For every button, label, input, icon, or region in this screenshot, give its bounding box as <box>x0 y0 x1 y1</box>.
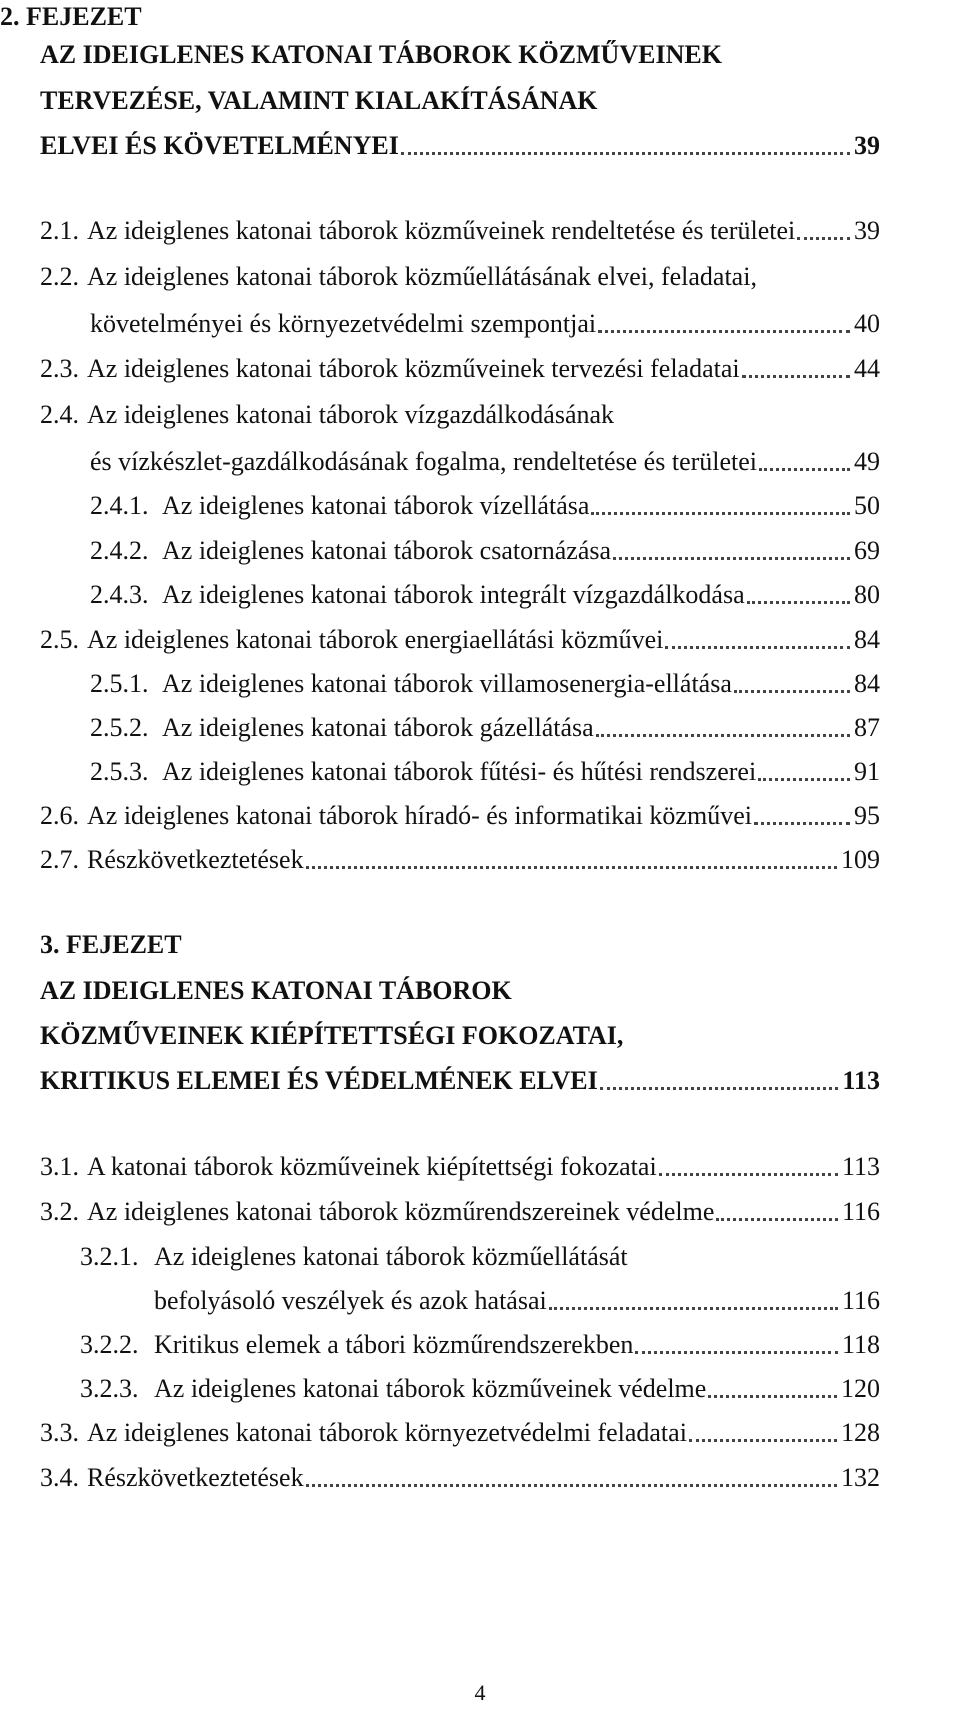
leader-dots <box>689 1433 837 1442</box>
toc-title: Az ideiglenes katonai táborok környezetvédelmi feladatai <box>87 1418 687 1447</box>
toc-title: követelményei és környezetvédelmi szempontjai <box>90 309 597 338</box>
chapter-3-title-line-2: KÖZMŰVEINEK KIÉPÍTETTSÉGI FOKOZATAI, <box>40 1021 624 1050</box>
toc-title: Az ideiglenes katonai táborok közműellátásának elvei, feladatai, <box>87 262 757 291</box>
leader-dots <box>665 640 850 649</box>
toc-page: 49 <box>854 447 880 476</box>
toc-title: Az ideiglenes katonai táborok közműrendszereinek védelme <box>87 1197 715 1226</box>
chapter-2-page: 39 <box>854 131 880 160</box>
toc-page: 84 <box>854 669 880 698</box>
leader-dots <box>734 684 850 693</box>
toc-page: 116 <box>841 1197 880 1226</box>
toc-page: 40 <box>854 309 880 338</box>
toc-number: 3.3. <box>40 1418 79 1447</box>
toc-title: A katonai táborok közműveinek kiépítettségi fokozatai <box>87 1152 657 1181</box>
toc-number: 2.7. <box>40 845 79 874</box>
toc-number: 2.5. <box>40 625 79 654</box>
toc-page: 118 <box>841 1330 880 1359</box>
leader-dots <box>659 1167 838 1176</box>
toc-entry-3-2-1-cont[interactable] <box>154 1284 880 1318</box>
toc-entry-2-7[interactable] <box>40 843 880 877</box>
leader-dots <box>549 1301 838 1310</box>
toc-page: 87 <box>854 713 880 742</box>
toc-page: 69 <box>854 536 880 565</box>
toc-title: befolyásoló veszélyek és azok hatásai <box>154 1286 547 1315</box>
leader-dots <box>401 146 850 155</box>
chapter-3-entry[interactable] <box>40 1064 880 1098</box>
toc-number: 3.2.3. <box>80 1374 139 1403</box>
chapter-2-title-line-3: ELVEI ÉS KÖVETELMÉNYEI <box>40 131 399 160</box>
chapter-2-entry[interactable] <box>40 129 880 163</box>
toc-entry-2-4-2[interactable] <box>90 534 880 568</box>
toc-title: Az ideiglenes katonai táborok közműveinek tervezési feladatai <box>87 354 740 383</box>
toc-number: 2.6. <box>40 801 79 830</box>
toc-title: Az ideiglenes katonai táborok csatornázása <box>162 536 612 565</box>
leader-dots <box>635 1345 838 1354</box>
toc-entry-2-2-cont[interactable] <box>90 307 880 341</box>
toc-title: Az ideiglenes katonai táborok közműveinek rendeltetése és területei <box>87 216 796 245</box>
toc-number: 2.2. <box>40 262 79 291</box>
toc-title: Az ideiglenes katonai táborok integrált vízgazdálkodása <box>162 580 745 609</box>
toc-entry-2-4-cont[interactable] <box>90 445 880 479</box>
toc-title: Kritikus elemek a tábori közműrendszerekben <box>154 1330 634 1359</box>
leader-dots <box>613 551 850 560</box>
toc-title: Az ideiglenes katonai táborok fűtési- és hűtési rendszerei <box>162 757 757 786</box>
toc-number: 2.1. <box>40 216 79 245</box>
toc-number: 2.4.1. <box>90 491 149 520</box>
toc-title: Az ideiglenes katonai táborok közműellátását <box>154 1242 628 1271</box>
toc-entry-3-2-3[interactable] <box>80 1372 880 1406</box>
toc-page: 44 <box>854 354 880 383</box>
toc-entry-3-2-2[interactable] <box>80 1328 880 1362</box>
toc-number: 3.2.1. <box>80 1242 139 1271</box>
toc-entry-3-3[interactable] <box>40 1416 880 1450</box>
leader-dots <box>754 816 850 825</box>
leader-dots <box>596 728 850 737</box>
toc-number: 3.4. <box>40 1463 79 1492</box>
toc-title: Az ideiglenes katonai táborok híradó- és informatikai közművei <box>87 801 752 830</box>
toc-title: Az ideiglenes katonai táborok energiaellátási közművei <box>87 625 664 654</box>
toc-page: 109 <box>841 845 880 874</box>
leader-dots <box>306 860 837 869</box>
toc-number: 2.3. <box>40 354 79 383</box>
toc-title: Az ideiglenes katonai táborok vízellátása <box>162 491 590 520</box>
leader-dots <box>747 595 850 604</box>
toc-entry-2-6[interactable] <box>40 799 880 833</box>
chapter-3-label: 3. FEJEZET <box>40 930 182 959</box>
toc-number: 2.4.2. <box>90 536 149 565</box>
leader-dots <box>742 369 850 378</box>
toc-page: 113 <box>841 1152 880 1181</box>
chapter-3-title-line-3: KRITIKUS ELEMEI ÉS VÉDELMÉNEK ELVEI <box>40 1066 598 1095</box>
toc-entry-2-5-3[interactable] <box>90 755 880 789</box>
toc-entry-2-4-1[interactable] <box>90 489 880 523</box>
toc-entry-3-2[interactable] <box>40 1195 880 1229</box>
toc-number: 2.5.3. <box>90 757 149 786</box>
toc-title: Részkövetkeztetések <box>87 845 304 874</box>
toc-title: Az ideiglenes katonai táborok vízgazdálkodásának <box>87 400 615 429</box>
leader-dots <box>591 506 850 515</box>
toc-number: 3.2. <box>40 1197 79 1226</box>
toc-page: 50 <box>854 491 880 520</box>
toc-entry-3-2-1[interactable] <box>80 1240 880 1274</box>
toc-entry-2-4[interactable] <box>40 398 880 432</box>
toc-page: 128 <box>841 1418 880 1447</box>
toc-entry-3-4[interactable] <box>40 1461 880 1495</box>
toc-entry-2-5[interactable] <box>40 623 880 657</box>
toc-number: 2.4.3. <box>90 580 149 609</box>
leader-dots <box>797 231 850 240</box>
leader-dots <box>600 1081 839 1090</box>
toc-page: 39 <box>854 216 880 245</box>
toc-number: 2.4. <box>40 400 79 429</box>
toc-number: 2.5.1. <box>90 669 149 698</box>
toc-entry-2-2[interactable] <box>40 260 880 294</box>
toc-title: és vízkészlet-gazdálkodásának fogalma, rendeltetése és területei <box>90 447 758 476</box>
chapter-2-title-line-2: TERVEZÉSE, VALAMINT KIALAKÍTÁSÁNAK <box>40 86 598 115</box>
toc-number: 3.2.2. <box>80 1330 139 1359</box>
toc-page: 116 <box>841 1286 880 1315</box>
toc-title: Az ideiglenes katonai táborok közműveinek védelme <box>154 1374 707 1403</box>
leader-dots <box>716 1212 838 1221</box>
toc-title: Az ideiglenes katonai táborok gázellátása <box>162 713 594 742</box>
page-number: 4 <box>474 1680 486 1705</box>
leader-dots <box>708 1389 837 1398</box>
toc-title: Az ideiglenes katonai táborok villamosenergia-ellátása <box>162 669 732 698</box>
toc-page: 84 <box>854 625 880 654</box>
leader-dots <box>598 324 850 333</box>
toc-entry-2-3[interactable] <box>40 352 880 386</box>
toc-number: 3.1. <box>40 1152 79 1181</box>
leader-dots <box>306 1478 837 1487</box>
chapter-3-title-line-1: AZ IDEIGLENES KATONAI TÁBOROK <box>40 976 512 1005</box>
toc-entry-2-1[interactable] <box>40 214 880 248</box>
toc-entry-2-5-1[interactable] <box>90 667 880 701</box>
leader-dots <box>758 772 850 781</box>
toc-title: Részkövetkeztetések <box>87 1463 304 1492</box>
toc-page: 132 <box>841 1463 880 1492</box>
chapter-2-label: 2. FEJEZET <box>0 2 142 31</box>
chapter-2-title-line-1: AZ IDEIGLENES KATONAI TÁBOROK KÖZMŰVEINEK <box>40 40 722 69</box>
chapter-3-page: 113 <box>842 1066 880 1095</box>
toc-entry-2-4-3[interactable] <box>90 578 880 612</box>
leader-dots <box>759 462 850 471</box>
toc-page: 95 <box>854 801 880 830</box>
toc-page: 91 <box>854 757 880 786</box>
toc-page: 80 <box>854 580 880 609</box>
toc-entry-2-5-2[interactable] <box>90 711 880 745</box>
toc-number: 2.5.2. <box>90 713 149 742</box>
toc-page: 120 <box>841 1374 880 1403</box>
toc-entry-3-1[interactable] <box>40 1150 880 1184</box>
